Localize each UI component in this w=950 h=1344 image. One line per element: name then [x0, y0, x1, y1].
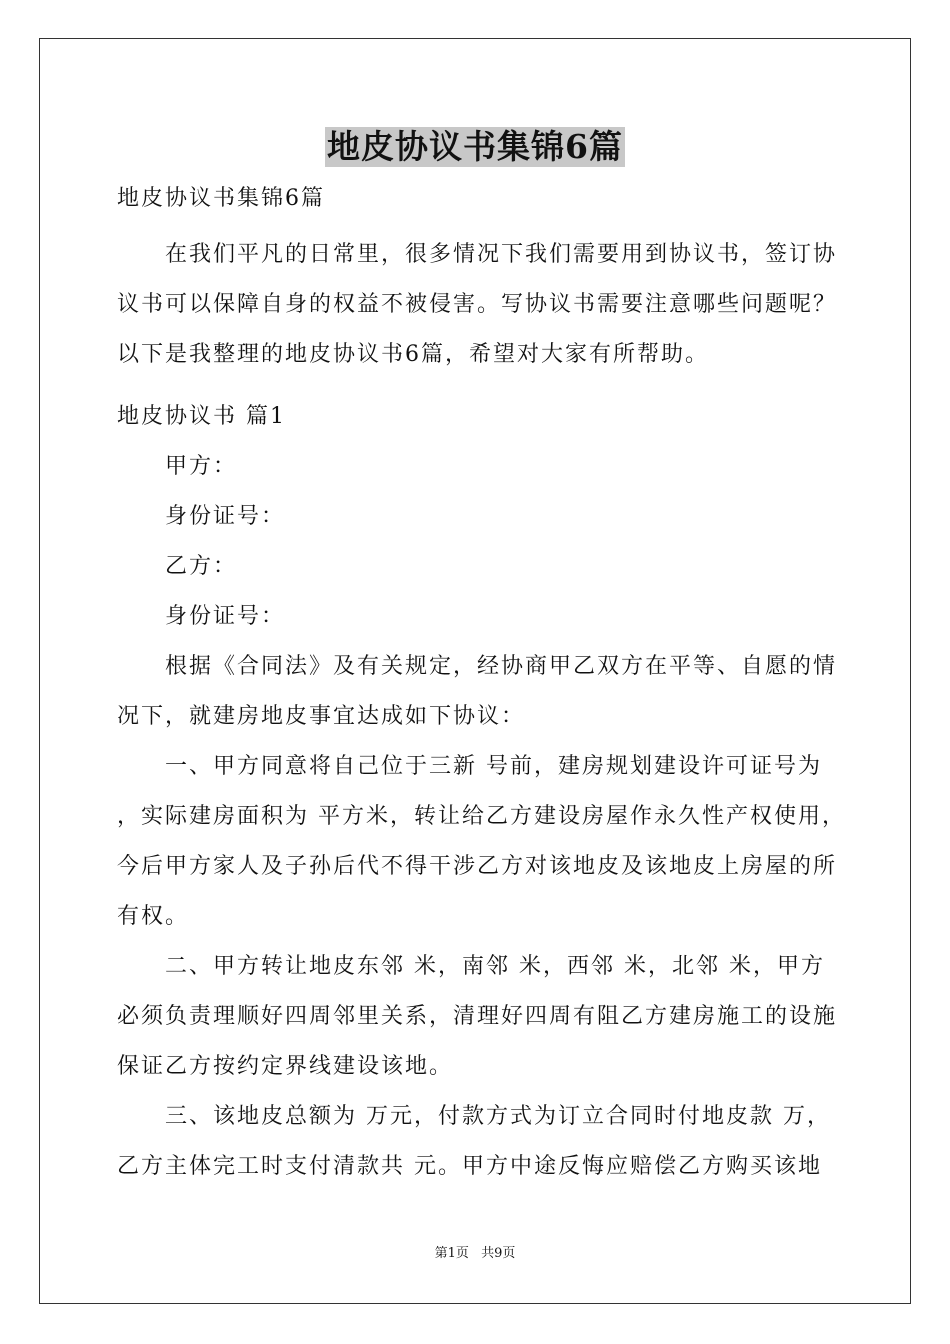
intro-paragraph — [117, 230, 837, 380]
clause-line: 有权。 — [117, 904, 190, 929]
intro-line: 议书可以保障自身的权益不被侵害。写协议书需要注意哪些问题呢？ — [117, 292, 838, 317]
clause-line: 乙方主体完工时支付清款共 元。甲方中途反悔应赔偿乙方购买该地 — [117, 1154, 822, 1179]
party-b-field: 乙方： — [165, 554, 238, 579]
document-title: 地皮协议书集锦6篇 — [327, 127, 623, 166]
clause-1-paragraph — [117, 742, 846, 942]
clause-line: ，实际建房面积为 平方米，转让给乙方建设房屋作永久性产权使用， — [117, 804, 846, 829]
party-a-id-field: 身份证号： — [165, 504, 286, 529]
clause-line: 三、该地皮总额为 万元，付款方式为订立合同时付地皮款 万， — [165, 1104, 831, 1129]
clause-line: 必须负责理顺好四周邻里关系，清理好四周有阻乙方建房施工的设施 — [117, 1004, 838, 1029]
basis-line: 况下，就建房地皮事宜达成如下协议： — [117, 704, 526, 729]
party-a-field: 甲方： — [165, 454, 238, 479]
page-number-total: 共9页 — [481, 1246, 516, 1261]
clause-3-paragraph — [117, 1092, 837, 1192]
clause-line: 保证乙方按约定界线建设该地。 — [117, 1054, 454, 1079]
page-number-current: 第1页 — [434, 1246, 469, 1261]
clause-line: 一、甲方同意将自己位于三新 号前，建房规划建设许可证号为 — [165, 754, 822, 779]
section-heading: 地皮协议书 篇1 — [117, 404, 286, 429]
basis-paragraph — [117, 642, 837, 742]
intro-line: 在我们平凡的日常里，很多情况下我们需要用到协议书，签订协 — [165, 242, 838, 267]
document-body — [117, 180, 846, 1192]
intro-line: 以下是我整理的地皮协议书6篇，希望对大家有所帮助。 — [117, 342, 709, 367]
clause-2-paragraph — [117, 942, 837, 1092]
basis-line: 根据《合同法》及有关规定，经协商甲乙双方在平等、自愿的情 — [165, 654, 838, 679]
clause-line: 二、甲方转让地皮东邻 米，南邻 米，西邻 米，北邻 米，甲方 — [165, 954, 825, 979]
title-wrapper — [0, 127, 950, 167]
page-footer — [0, 1246, 950, 1262]
document-subtitle: 地皮协议书集锦6篇 — [117, 186, 325, 211]
clause-line: 今后甲方家人及子孙后代不得干涉乙方对该地皮及该地皮上房屋的所 — [117, 854, 838, 879]
party-b-id-field: 身份证号： — [165, 604, 286, 629]
